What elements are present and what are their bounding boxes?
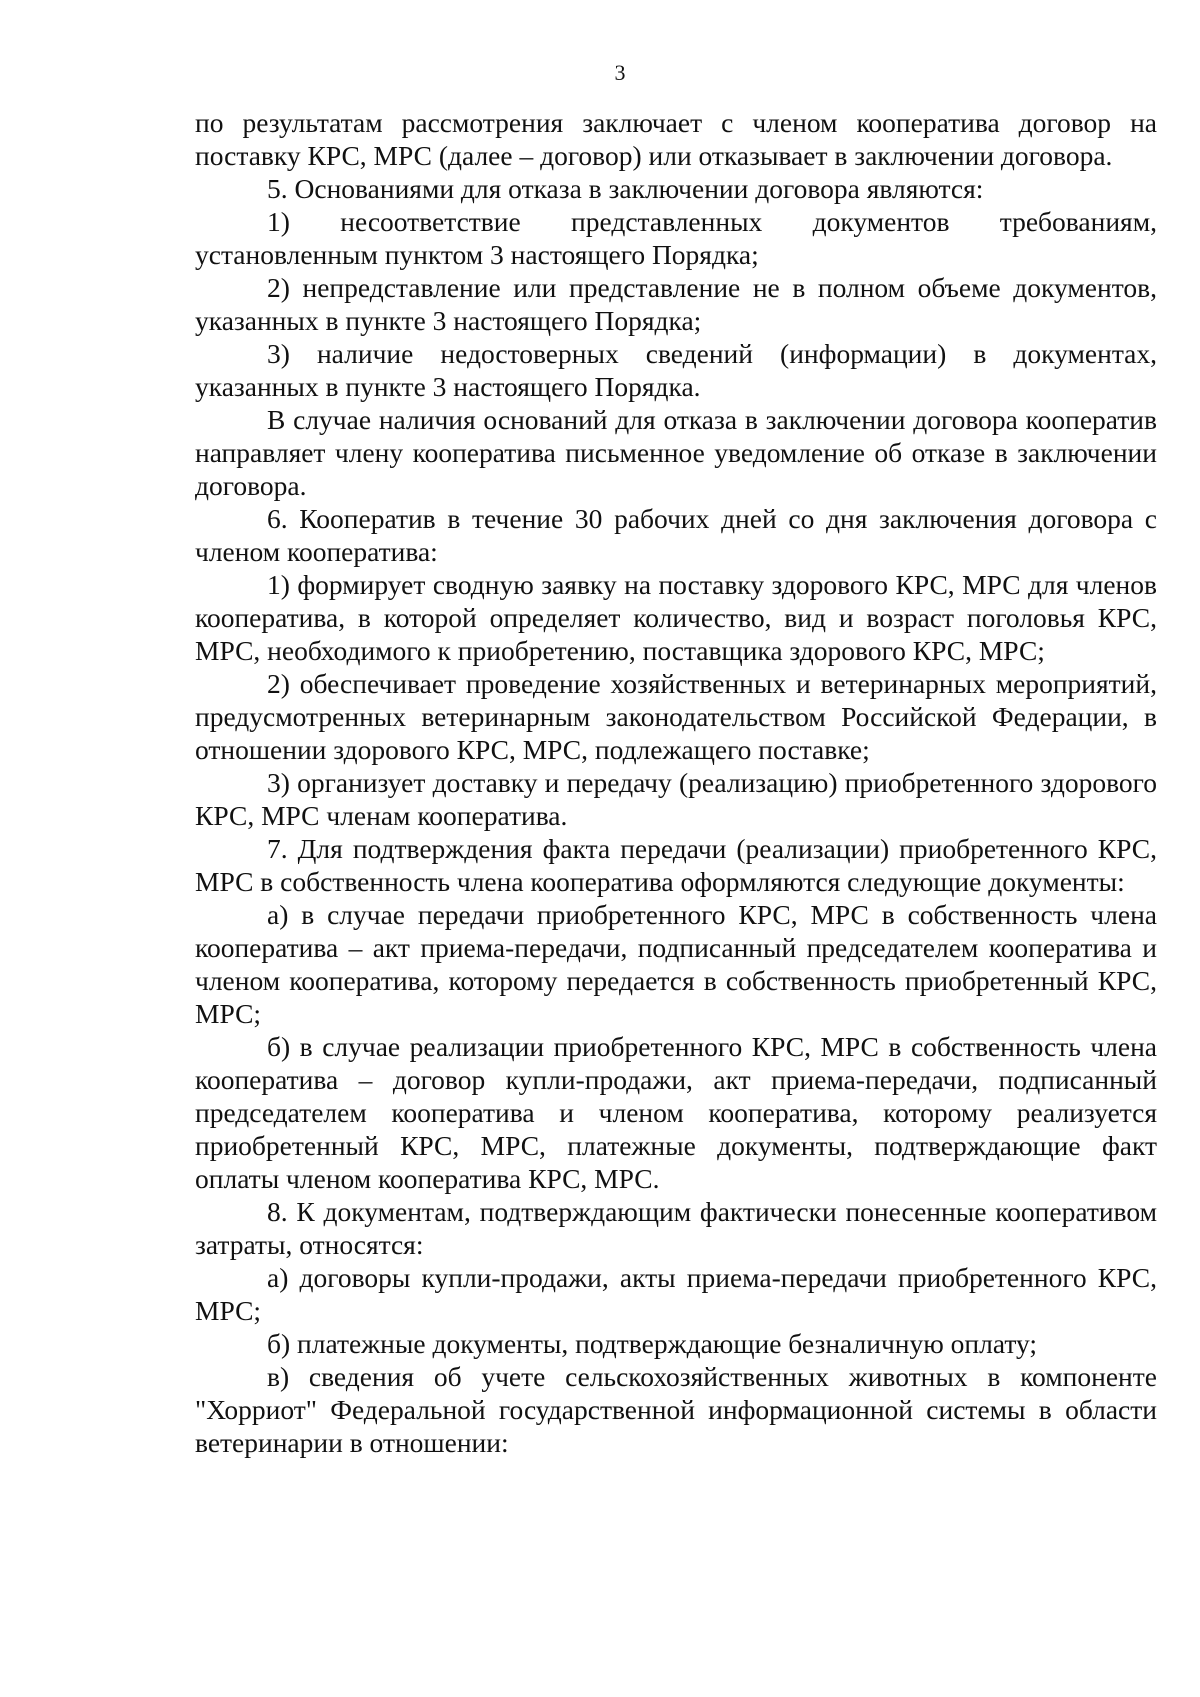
paragraph: по результатам рассмотрения заключает с членом кооператива договор на поставку КРС, МРС (далее – договор) или отказывает в заключении договора. bbox=[195, 107, 1157, 171]
paragraph: 2) обеспечивает проведение хозяйственных и ветеринарных мероприятий, предусмотренных ветеринарным законодательством Российской Федерации, в отношении здорового КРС, МРС, подлежащего поставке; bbox=[195, 668, 1157, 765]
paragraph: 1) формирует сводную заявку на поставку здорового КРС, МРС для членов кооператива, в которой определяет количество, вид и возраст поголовья КРС, МРС, необходимого к приобретению, поставщика здорового КРС, МРС; bbox=[195, 569, 1157, 666]
paragraph: а) в случае передачи приобретенного КРС, МРС в собственность члена кооператива – акт приема-передачи, подписанный председателем кооператива и членом кооператива, которому передается в собственность приобретенный КРС, МРС; bbox=[195, 899, 1157, 1029]
paragraph: 1) несоответствие представленных документов требованиям, установленным пунктом 3 настоящего Порядка; bbox=[195, 206, 1157, 270]
paragraph: в) сведения об учете сельскохозяйственных животных в компоненте "Хорриот" Федеральной государственной информационной системы в области ветеринарии в отношении: bbox=[195, 1361, 1157, 1458]
paragraph: 3) организует доставку и передачу (реализацию) приобретенного здорового КРС, МРС членам кооператива. bbox=[195, 767, 1157, 831]
paragraph: В случае наличия оснований для отказа в заключении договора кооператив направляет члену кооператива письменное уведомление об отказе в заключении договора. bbox=[195, 404, 1157, 501]
paragraph: а) договоры купли-продажи, акты приема-передачи приобретенного КРС, МРС; bbox=[195, 1262, 1157, 1326]
paragraph: 6. Кооператив в течение 30 рабочих дней со дня заключения договора с членом кооператива: bbox=[195, 503, 1157, 567]
paragraph: 3) наличие недостоверных сведений (информации) в документах, указанных в пункте 3 настоящего Порядка. bbox=[195, 338, 1157, 402]
paragraph: 5. Основаниями для отказа в заключении договора являются: bbox=[267, 173, 984, 204]
paragraph: б) в случае реализации приобретенного КРС, МРС в собственность члена кооператива – договор купли-продажи, акт приема-передачи, подписанный председателем кооператива и членом кооператива, которому реализуется приобретенный КРС, МРС, платежные документы, подтверждающие факт оплаты членом кооператива КРС, МРС. bbox=[195, 1031, 1157, 1194]
paragraph: 7. Для подтверждения факта передачи (реализации) приобретенного КРС, МРС в собственность члена кооператива оформляются следующие документы: bbox=[195, 833, 1157, 897]
paragraph: 8. К документам, подтверждающим фактически понесенные кооперативом затраты, относятся: bbox=[195, 1196, 1157, 1260]
document-body bbox=[195, 106, 1157, 1459]
paragraph: б) платежные документы, подтверждающие безналичную оплату; bbox=[267, 1328, 1038, 1359]
page-number: 3 bbox=[614, 60, 626, 85]
paragraph: 2) непредставление или представление не в полном объеме документов, указанных в пункте 3 настоящего Порядка; bbox=[195, 272, 1157, 336]
